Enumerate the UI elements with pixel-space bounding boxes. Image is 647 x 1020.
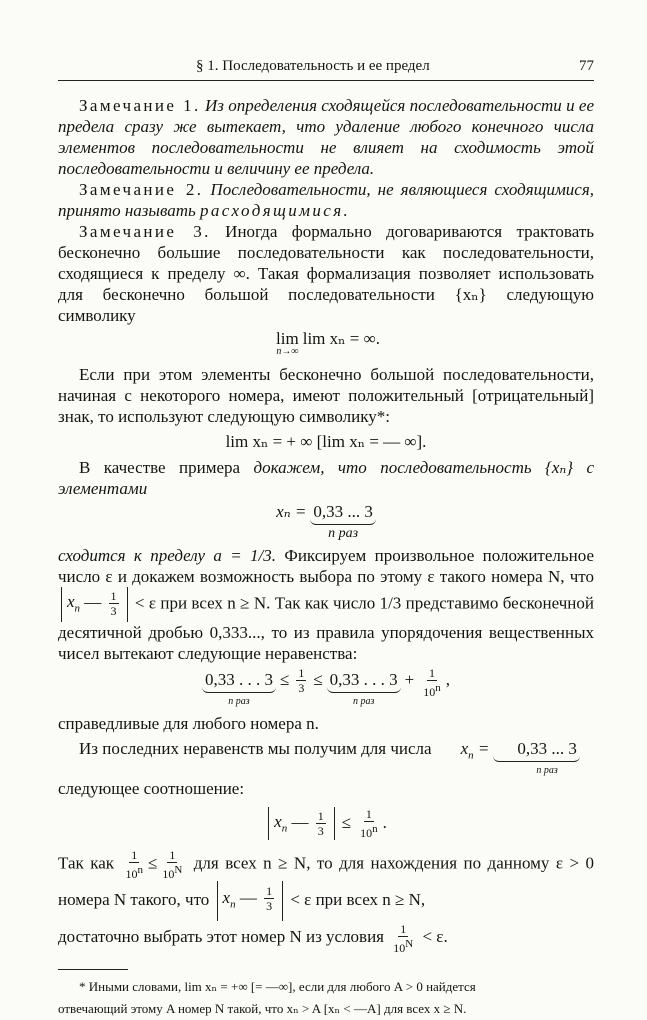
xn-number: 0,33 ... 3 [493, 738, 580, 762]
paragraph-example [58, 457, 594, 499]
equation-sequence-def [58, 502, 594, 541]
xn-label: n раз [536, 764, 558, 776]
paragraph-from: Из последних неравенств мы получим для числа $x_n$ = 0,33 ... 3 n раз [58, 738, 594, 778]
since-text-c: < ε при всех n ≥ N, [290, 889, 426, 909]
underbrace-left [202, 670, 276, 709]
underbrace-right [327, 670, 401, 709]
fix-condition-text: < ε при всех n ≥ N. Так как число 1/3 представимо бесконечной десятичной дробью 0,333..., то из правила упорядочения вещественных чисел вытекают следующие неравенства: [58, 593, 595, 663]
sequence-lhs: xₙ = [276, 502, 307, 521]
underbrace-xn [493, 738, 580, 778]
converges-text: сходится к пределу a = 1/3. [58, 546, 277, 565]
equation-signed-limits [58, 432, 594, 452]
fix-epsilon-text: Фиксируем произвольное положительное число ε и докажем возможность выбора по этому ε такого номера N, что [58, 546, 594, 586]
underbrace-n-times [310, 502, 376, 541]
paragraph-valid: справедливые для любого номера n. [58, 713, 319, 733]
paragraph-converges [58, 545, 594, 664]
running-header [58, 58, 594, 81]
since-text-b: для всех n ≥ N, то для нахождения по данному ε > 0 номера N такого, что [58, 853, 594, 909]
inequality-left-number: 0,33 . . . 3 [202, 670, 276, 693]
paragraph-sign: Если при этом элементы бесконечно большой последовательности, начиная с некоторого номера, имеют положительный [отрицательный] знак, то используют следующую символику*: [58, 365, 594, 426]
equation-lim-infinity: lim n→∞ lim xₙ = ∞. [276, 329, 380, 357]
inequalities: 0,33 . . . 3 n раз ≤ $\frac{1}{3}$ ≤ 0,33 . . . 3 n раз + $\frac{1}{10^n}$ , [58, 670, 594, 709]
paragraph-relation: следующее соотношение: [58, 778, 245, 798]
remark-2-term: расходящимися. [199, 201, 351, 220]
suffices-text: достаточно выбрать этот номер N из условия [58, 927, 385, 947]
equation-1: lim xₙ = ∞. [302, 329, 380, 348]
remark-3-label: Замечание 3. [79, 222, 211, 241]
page-number: 77 [579, 58, 594, 74]
inequality-right-label: n раз [352, 695, 375, 707]
remark-3 [58, 221, 594, 326]
remark-2-label: Замечание 2. [79, 180, 204, 199]
since-text-a: Так как [58, 853, 115, 873]
inequality-left-label: n раз [228, 695, 250, 707]
example-lead: В качестве примера [79, 458, 241, 477]
paragraph-suffices: достаточно выбрать этот номер N из условия $\frac{1}{10^N}$ < ε. [58, 921, 448, 955]
remark-1-text: Из определения сходящейся последовательности и ее предела сразу же вытекает, что удаление любого конечного числа элементов последовательности не влияет на сходимость этой последовательности и величину ее предела. [58, 96, 595, 178]
remark-3-text: Иногда формально договариваются трактовать бесконечно большие последовательности как последовательности, сходящиеся к пределу ∞. Такая формализация позволяет использовать для бесконечно большой последовательности {xₙ} следующую символику [58, 222, 595, 325]
lim-subscript: n→∞ [276, 346, 299, 357]
paragraph-since: Так как $\frac{1}{10^n}$ ≤ $\frac{1}{10^N}$ для всех n ≥ N, то для нахождения по данному ε > 0 номера N такого, что $x_n$ — $\frac{1}{3}$ < ε при всех n ≥ N, [58, 848, 594, 921]
equation-relation: $x_n$ — $\frac{1}{3}$ ≤ $\frac{1}{10^n}$ . [58, 807, 594, 840]
footnote-text-a: * Иными словами, [79, 978, 182, 994]
remark-2-text: Последовательности, не являющиеся сходящимися, принято называть [58, 180, 595, 220]
remark-2 [58, 179, 594, 221]
n-times-label: n раз [328, 526, 359, 541]
sequence-rhs: 0,33 ... 3 [310, 502, 376, 525]
abs-value-expression: $x_n$ — $\frac{1}{3}$ [61, 587, 128, 622]
footnote [58, 969, 594, 1020]
remark-1 [58, 95, 594, 179]
remark-1-label: Замечание 1. [79, 96, 201, 115]
footnote-text-b: lim xₙ = +∞ [= —∞], если для любого A > 0 найдется [184, 978, 476, 994]
footnote-line-1 [58, 976, 594, 998]
equation-2: lim xₙ = + ∞ [lim xₙ = — ∞]. [225, 432, 427, 451]
inequality-right-number: 0,33 . . . 3 [327, 670, 401, 693]
footnote-rule [58, 969, 128, 970]
example-claim: докажем, что последовательность {xₙ} с элементами [58, 458, 595, 498]
footnote-line-2: отвечающий этому A номер N такой, что xₙ > A [xₙ < —A] для всех x ≥ N. [58, 1000, 467, 1016]
page [58, 58, 594, 1020]
from-text: Из последних неравенств мы получим для числа [79, 738, 432, 758]
section-title: § 1. Последовательность и ее предел [196, 58, 430, 74]
